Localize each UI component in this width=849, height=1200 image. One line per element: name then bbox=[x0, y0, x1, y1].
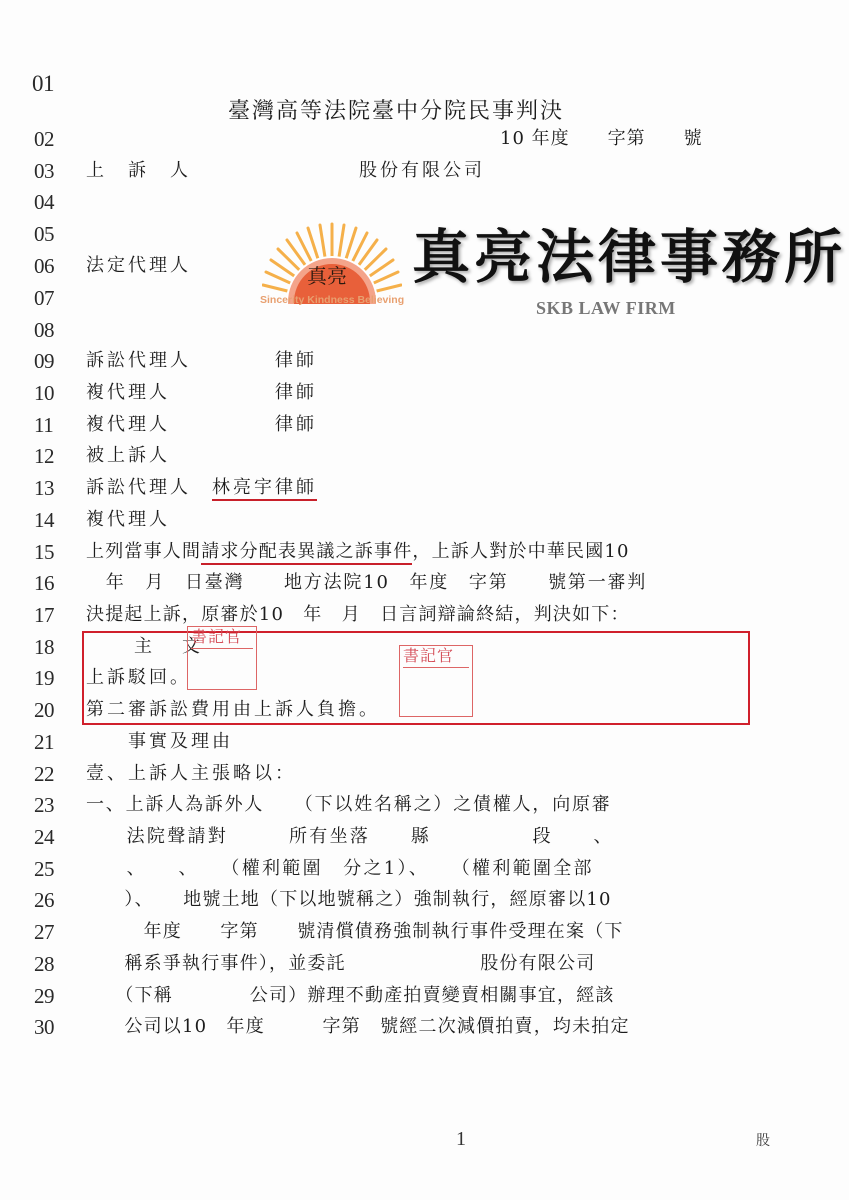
line-text: 年度 字第 號清償債務強制執行事件受理在案（下 bbox=[86, 921, 624, 942]
court-unit: 股 bbox=[756, 1133, 770, 1149]
highlighted-attorney-name: 林亮宇律師 bbox=[212, 477, 317, 501]
line-number: 07 bbox=[34, 286, 54, 310]
line-text: 壹、上訴人主張略以： bbox=[86, 763, 296, 784]
case-number: 10 年度 字第 號 bbox=[500, 128, 703, 149]
line-text: 複代理人 律師 bbox=[86, 382, 317, 403]
line-text: 決提起上訴，原審於10 年 月 日言詞辯論終結，判決如下： bbox=[86, 604, 630, 625]
line-number: 02 bbox=[34, 127, 54, 151]
line-text: 公司以10 年度 字第 號經二次減價拍賣，均未拍定 bbox=[86, 1016, 630, 1037]
logo-motto: Sincerity Kindness Believing bbox=[260, 294, 405, 306]
line-number: 22 bbox=[34, 762, 54, 786]
line-text-prefix: 上列當事人間 bbox=[86, 541, 202, 562]
verdict-text: 上訴駁回。 bbox=[86, 667, 191, 688]
line-number: 29 bbox=[34, 984, 54, 1008]
line-text-suffix: ，上訴人對於中華民國10 bbox=[412, 541, 630, 562]
line-number: 28 bbox=[34, 952, 54, 976]
line-number: 24 bbox=[34, 825, 54, 849]
line-text: 複代理人 律師 bbox=[86, 414, 317, 435]
line-number: 23 bbox=[34, 793, 54, 817]
line-text: 年 月 日臺灣 地方法院10 年度 字第 號第一審判 bbox=[86, 572, 648, 593]
line-number: 18 bbox=[34, 635, 54, 659]
line-number: 16 bbox=[34, 571, 54, 595]
line-number: 15 bbox=[34, 540, 54, 564]
line-number: 21 bbox=[34, 730, 54, 754]
line-number: 06 bbox=[34, 254, 54, 278]
line-number: 05 bbox=[34, 222, 54, 246]
line-text: （下稱 公司）辦理不動產拍賣變賣相關事宜，經該 bbox=[86, 985, 615, 1006]
line-number: 14 bbox=[34, 508, 54, 532]
line-text: 法定代理人 bbox=[86, 255, 191, 276]
section-heading-verdict: 主 文 bbox=[86, 636, 206, 657]
clerk-stamp-label: 書記官 bbox=[403, 646, 469, 668]
logo-seal-text: 真亮 bbox=[307, 264, 347, 288]
page-number: 1 bbox=[456, 1128, 466, 1150]
line-number: 27 bbox=[34, 920, 54, 944]
line-number: 30 bbox=[34, 1015, 54, 1039]
line-number: 20 bbox=[34, 698, 54, 722]
firm-name-en: SKB LAW FIRM bbox=[536, 298, 676, 318]
line-text: 法院聲請對 所有坐落 縣 段 、 bbox=[86, 826, 614, 847]
document-title: 臺灣高等法院臺中分院民事判決 bbox=[228, 99, 565, 124]
line-number: 25 bbox=[34, 857, 54, 881]
highlighted-case-type: 請求分配表異議之訴事件 bbox=[201, 541, 412, 565]
clerk-stamp bbox=[399, 645, 473, 717]
line-number: 01 bbox=[32, 71, 54, 96]
line-text: ）、 地號土地（下以地號稱之）強制執行，經原審以10 bbox=[86, 889, 612, 910]
line-number: 04 bbox=[34, 190, 54, 214]
line-number: 19 bbox=[34, 666, 54, 690]
line-number: 08 bbox=[34, 318, 54, 342]
line-text: 訴訟代理人 律師 bbox=[86, 350, 317, 371]
line-text: 一、上訴人為訴外人 （下以姓名稱之）之債權人，向原審 bbox=[86, 794, 612, 815]
clerk-stamp-label: 書記官 bbox=[191, 627, 253, 649]
line-text: 複代理人 bbox=[86, 509, 170, 530]
line-text bbox=[86, 476, 317, 500]
line-number: 09 bbox=[34, 349, 54, 373]
line-number: 26 bbox=[34, 888, 54, 912]
line-number: 12 bbox=[34, 444, 54, 468]
line-number: 13 bbox=[34, 476, 54, 500]
section-heading-facts: 事實及理由 bbox=[86, 731, 233, 752]
line-number: 03 bbox=[34, 159, 54, 183]
clerk-stamp bbox=[187, 626, 257, 690]
line-number: 11 bbox=[34, 413, 54, 437]
line-text: 、 、 （權利範圍 分之1）、 （權利範圍全部 bbox=[86, 858, 594, 879]
verdict-text: 第二審訴訟費用由上訴人負擔。 bbox=[86, 699, 380, 720]
line-number: 17 bbox=[34, 603, 54, 627]
line-text: 上 訴 人 股份有限公司 bbox=[86, 160, 485, 181]
line-text bbox=[86, 540, 630, 564]
line-text-prefix: 訴訟代理人 bbox=[86, 477, 212, 498]
line-number: 10 bbox=[34, 381, 54, 405]
firm-name-zh: 真亮法律事務所 bbox=[412, 223, 847, 291]
line-text: 被上訴人 bbox=[86, 445, 170, 466]
line-text: 稱系爭執行事件），並委託 股份有限公司 bbox=[86, 953, 596, 974]
